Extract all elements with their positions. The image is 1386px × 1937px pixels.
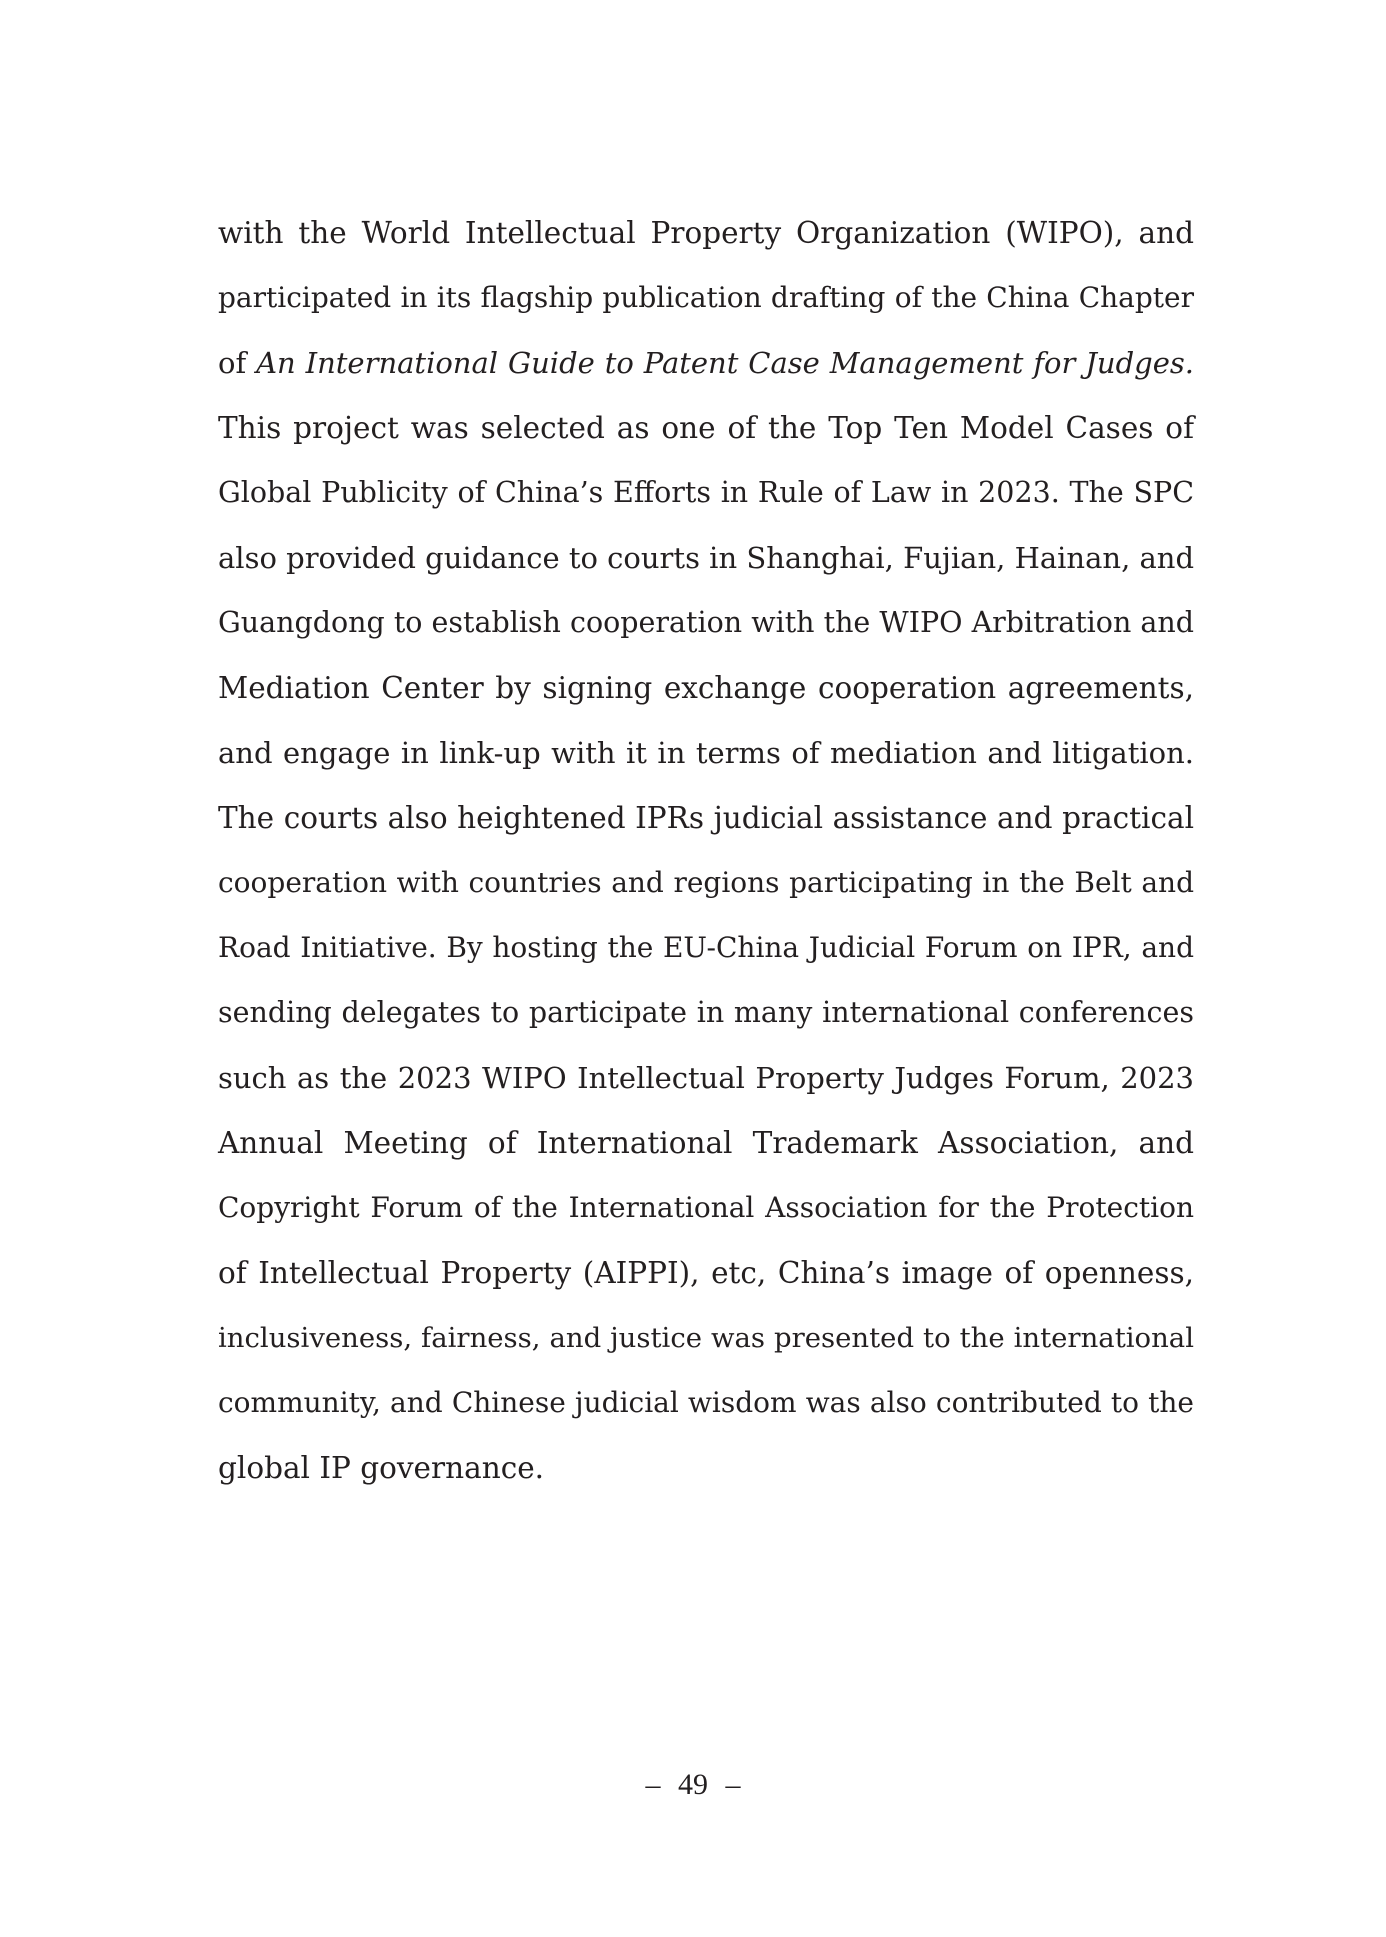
- body-paragraph: [218, 211, 1194, 1511]
- text-line: Annual Meeting of International Trademark Association, and: [218, 1126, 1194, 1160]
- text-line-with-title: [218, 341, 1194, 406]
- text-line: sending delegates to participate in many international conferences: [218, 996, 1194, 1029]
- text-line: The courts also heightened IPRs judicial assistance and practical: [218, 801, 1194, 835]
- page-number: – 49 –: [645, 1768, 741, 1801]
- text-line: Copyright Forum of the International Association for the Protection: [218, 1191, 1194, 1224]
- text-line: Mediation Center by signing exchange cooperation agreements,: [218, 671, 1194, 705]
- text-line: of Intellectual Property (AIPPI), etc, China’s image of openness,: [218, 1256, 1194, 1290]
- book-title: An International Guide to Patent Case Management for Judges.: [256, 346, 1194, 380]
- text-line: and engage in link-up with it in terms of mediation and litigation.: [218, 736, 1194, 770]
- text-line: This project was selected as one of the Top Ten Model Cases of: [218, 411, 1194, 445]
- text-line: also provided guidance to courts in Shanghai, Fujian, Hainan, and: [218, 541, 1195, 575]
- text-line: Guangdong to establish cooperation with the WIPO Arbitration and: [218, 606, 1194, 639]
- text-line: participated in its flagship publication drafting of the China Chapter: [218, 281, 1194, 314]
- text-line: with the World Intellectual Property Organization (WIPO), and: [218, 216, 1194, 250]
- text-line: such as the 2023 WIPO Intellectual Property Judges Forum, 2023: [218, 1061, 1194, 1095]
- text-line: Road Initiative. By hosting the EU-China Judicial Forum on IPR, and: [218, 931, 1194, 964]
- text-line: cooperation with countries and regions participating in the Belt and: [218, 866, 1194, 899]
- text-line-last: global IP governance.: [218, 1451, 545, 1485]
- text-line: inclusiveness, fairness, and justice was presented to the international: [218, 1322, 1194, 1354]
- text-line: community, and Chinese judicial wisdom was also contributed to the: [218, 1386, 1194, 1419]
- line-prefix: of: [218, 346, 257, 380]
- text-line: Global Publicity of China’s Efforts in Rule of Law in 2023. The SPC: [218, 476, 1194, 509]
